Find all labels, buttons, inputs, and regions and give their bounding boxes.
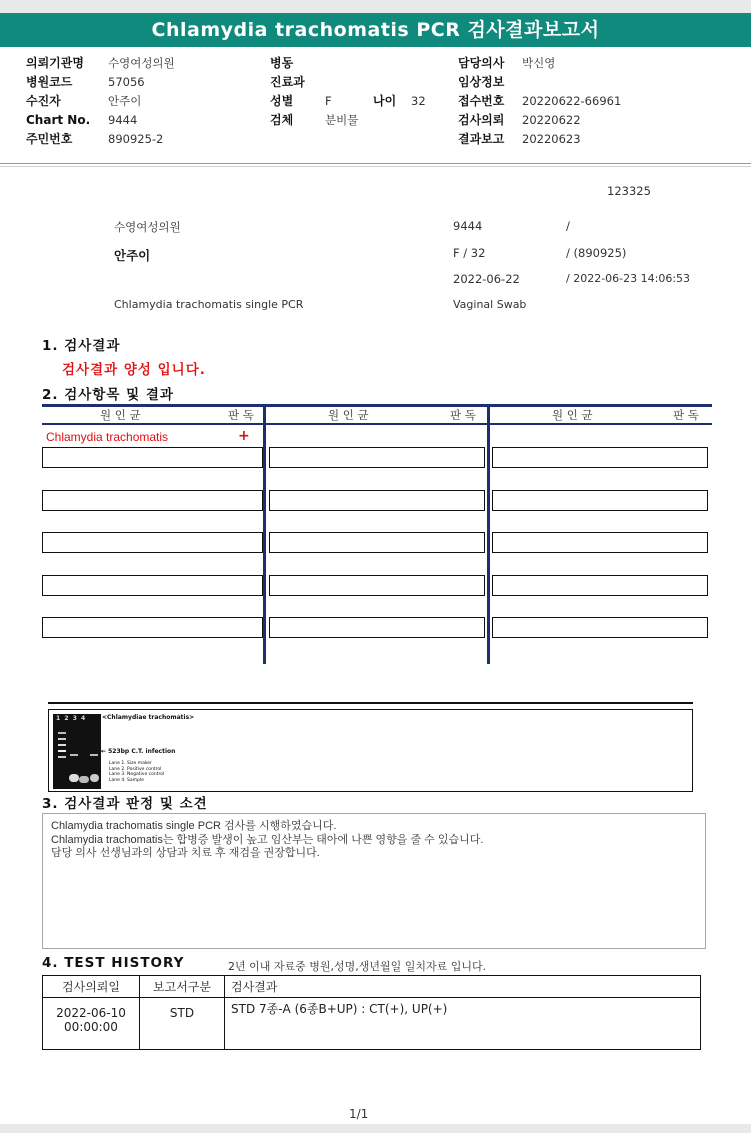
header-row-clinical-info: 임상정보 [458, 75, 505, 89]
gel-band-label: ← 523bp C.T. infection [101, 748, 176, 755]
summary-patient: 안주이 [114, 248, 151, 263]
result-box [269, 532, 485, 553]
grid-divider-1 [263, 404, 266, 664]
result-box [492, 532, 708, 553]
result-box [269, 617, 485, 638]
history-date-cell [43, 998, 140, 1050]
header-row-doctor: 담당의사 박신영 [458, 56, 556, 70]
summary-slash: / [566, 219, 570, 233]
col-organism-1: 원 인 균 [100, 408, 141, 422]
history-col-type: 보고서구분 [140, 976, 225, 998]
col-organism-2: 원 인 균 [328, 408, 369, 422]
header-row-hospital-code: 병원코드 57056 [26, 75, 145, 89]
result-box [42, 532, 263, 553]
gel-electrophoresis-image [53, 714, 101, 789]
section3-heading: 3. 검사결과 판정 및 소견 [42, 796, 208, 812]
summary-birth: / (890925) [566, 246, 627, 260]
summary-clinic: 수영여성의원 [114, 220, 181, 234]
organism-name: Chlamydia trachomatis [46, 430, 169, 444]
gel-divider [48, 702, 693, 704]
header-row-department: 진료과 [270, 75, 305, 89]
header-row-request-date: 검사의뢰 20220622 [458, 113, 581, 127]
header-divider [0, 163, 751, 164]
history-col-result: 검사결과 [225, 976, 701, 998]
opinion-text [51, 820, 483, 861]
history-type: STD [140, 998, 225, 1050]
grid-top-line [42, 404, 712, 407]
result-box [42, 447, 263, 468]
header-row-sex: 성별 F 나이 32 [270, 94, 426, 108]
col-judgement-3: 판 독 [673, 408, 699, 422]
result-box [492, 575, 708, 596]
summary-chart: 9444 [453, 219, 483, 233]
gel-title: <Chlamydiae trachomatis> [102, 714, 195, 721]
history-table [42, 975, 701, 1050]
summary-specimen: Vaginal Swab [453, 298, 527, 311]
result-box [42, 490, 263, 511]
header-divider-shadow [0, 166, 751, 167]
report-code: 123325 [607, 184, 651, 198]
header-row-ward: 병동 [270, 56, 294, 70]
header-mid [270, 54, 426, 130]
window-top-strip [0, 0, 751, 13]
gel-lane-numbers: 1 2 3 4 [56, 715, 86, 722]
section4-heading: 4. TEST HISTORY [42, 955, 185, 971]
col-organism-3: 원 인 균 [552, 408, 593, 422]
opinion-line: 담당 의사 선생님과의 상담과 치료 후 재검을 권장합니다. [51, 847, 320, 859]
gel-legend-lane2: Lane 2. Positive control [109, 766, 162, 772]
header-row-accession: 접수번호 20220622-66961 [458, 94, 622, 108]
table-row [43, 998, 701, 1050]
page-number: 1/1 [349, 1107, 369, 1121]
result-box [269, 490, 485, 511]
result-box [42, 617, 263, 638]
report-title: Chlamydia trachomatis PCR 검사결과보고서 [0, 13, 751, 47]
header-row-patient: 수진자 안주이 [26, 94, 142, 108]
header-row-specimen: 검체 분비물 [270, 113, 359, 127]
grid-divider-2 [487, 404, 490, 664]
header-right [458, 54, 621, 149]
result-box [492, 447, 708, 468]
summary-reported: / 2022-06-23 14:06:53 [566, 272, 691, 285]
result-statement: 검사결과 양성 입니다. [62, 362, 206, 378]
summary-test: Chlamydia trachomatis single PCR [114, 298, 304, 311]
col-judgement-1: 판 독 [228, 408, 254, 422]
result-box [42, 575, 263, 596]
gel-legend-lane3: Lane 3. Negative control [109, 772, 165, 777]
gel-legend [109, 761, 164, 783]
header-left [26, 54, 175, 149]
gel-legend-lane4: Lane 4. Sample [109, 777, 144, 783]
gel-legend-lane1: Lane 1. Size maker [109, 761, 152, 766]
grid-header-line [42, 423, 712, 425]
history-col-date: 검사의뢰일 [43, 976, 140, 998]
opinion-line: Chlamydia trachomatis single PCR 검사를 시행하였습니다. [51, 820, 337, 832]
section1-heading: 1. 검사결과 [42, 338, 121, 354]
gel-figure [48, 709, 693, 792]
col-judgement-2: 판 독 [450, 408, 476, 422]
header-row-resident-no: 주민번호 890925-2 [26, 132, 164, 146]
opinion-box [42, 813, 706, 949]
summary-sex-age: F / 32 [453, 246, 486, 260]
summary-received: 2022-06-22 [453, 272, 520, 286]
result-box [492, 617, 708, 638]
opinion-line: Chlamydia trachomatis는 합병증 발생이 높고 임산부는 태아에 나쁜 영향을 줄 수 있습니다. [51, 833, 484, 846]
header-row-chart-no: Chart No. 9444 [26, 113, 138, 127]
header-row-report-date: 결과보고 20220623 [458, 132, 581, 146]
history-date: 2022-06-10 [56, 1006, 126, 1020]
header-row-institution: 의뢰기관명 수영여성의원 [26, 56, 175, 70]
section2-heading: 2. 검사항목 및 결과 [42, 387, 174, 403]
history-result: STD 7종-A (6종B+UP) : CT(+), UP(+) [225, 998, 701, 1050]
window-bottom-strip [0, 1124, 751, 1133]
result-box [269, 447, 485, 468]
result-box [269, 575, 485, 596]
result-box [492, 490, 708, 511]
history-time: 00:00:00 [64, 1020, 118, 1034]
positive-mark: + [238, 428, 250, 444]
history-note: 2년 이내 자료중 병원,성명,생년월일 일치자료 입니다. [228, 960, 487, 973]
